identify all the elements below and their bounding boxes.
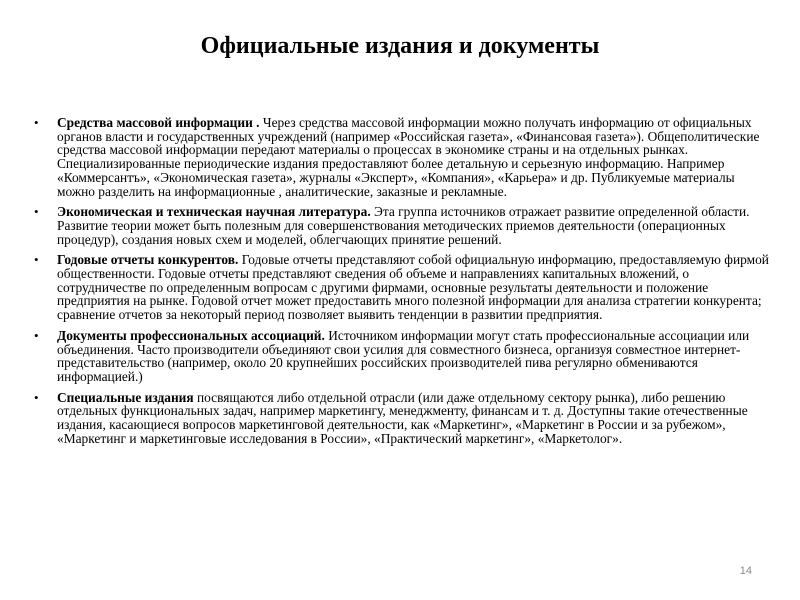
bullet-heading: Годовые отчеты конкурентов.: [57, 252, 239, 268]
bullet-heading: Документы профессиональных ассоциаций.: [57, 327, 325, 343]
bullet-text: Через средства массовой информации можно получать информацию от официальных органов власти и государственных учреждений (например «Российская газета», «Финансовая газета»). Общеполитические средства массовой информации передают материалы о процессах в экономике страны и на отдельных рынках. Специализированные периодические издания предоставляют более детальную и серьезную информацию. Например «Коммерсантъ», «Экономическая газета», журналы «Эксперт», «Компания», «Карьера» и др. Публикуемые материалы можно разделить на информационные , аналитические, заказные и рекламные.: [57, 115, 760, 199]
bullet-text: Эта группа источников отражает развитие определенной области. Развитие теории может быть полезным для совершенствования методических приемов деятельности (операционных процедур), создания новых схем и моделей, облегчающих принятие решений.: [57, 204, 750, 247]
page-number: 14: [739, 565, 752, 577]
slide-title: Официальные издания и документы: [200, 33, 600, 59]
bullet-heading: Специальные издания: [57, 389, 194, 405]
bullet-icon: •: [34, 327, 39, 343]
bullet-icon: •: [34, 389, 39, 405]
bullet-item-mass-media: [34, 116, 772, 198]
bullet-icon: •: [34, 204, 39, 220]
bullet-heading: Средства массовой информации .: [57, 115, 260, 130]
bullet-text: посвящаются либо отдельной отрасли (или даже отдельному сектору рынка), либо решению отдельных функциональных задач, например маркетингу, менеджменту, финансам и т. д. Доступны такие отечественные издания, касающиеся вопросов маркетинговой деятельности, как «Маркетинг», «Маркетинг в России и за рубежом», «Маркетинг и маркетинговые исследования в России», «Практический маркетинг», «Маркетолог».: [57, 389, 748, 446]
bullet-list: [34, 116, 772, 452]
bullet-item-scientific-literature: [34, 205, 772, 246]
bullet-item-professional-associations: [34, 329, 772, 384]
bullet-item-special-editions: [34, 391, 772, 446]
bullet-text: Источником информации могут стать профессиональные ассоциации или объединения. Часто производители объединяют свои усилия для совместного бизнеса, организуя совместное интернет-представительство (например, около 20 крупнейших российских производителей пива регулярно обмениваются информацией.): [57, 327, 750, 384]
bullet-text: Годовые отчеты представляют собой официальную информацию, предоставляемую фирмой общественности. Годовые отчеты представляют сведения об объеме и направлениях капитальных вложений, о сотрудничестве по определенным вопросам с другими фирмами, основные результаты деятельности и положение предприятия на рынке. Годовой отчет может предоставить много полезной информации для анализа стратегии конкурента; сравнение отчетов за некоторый период позволяет выявить тенденции в развитии предприятия.: [57, 252, 769, 323]
bullet-icon: •: [34, 115, 39, 130]
bullet-heading: Экономическая и техническая научная литература.: [57, 204, 371, 220]
bullet-icon: •: [34, 252, 39, 268]
bullet-item-annual-reports: [34, 253, 772, 322]
